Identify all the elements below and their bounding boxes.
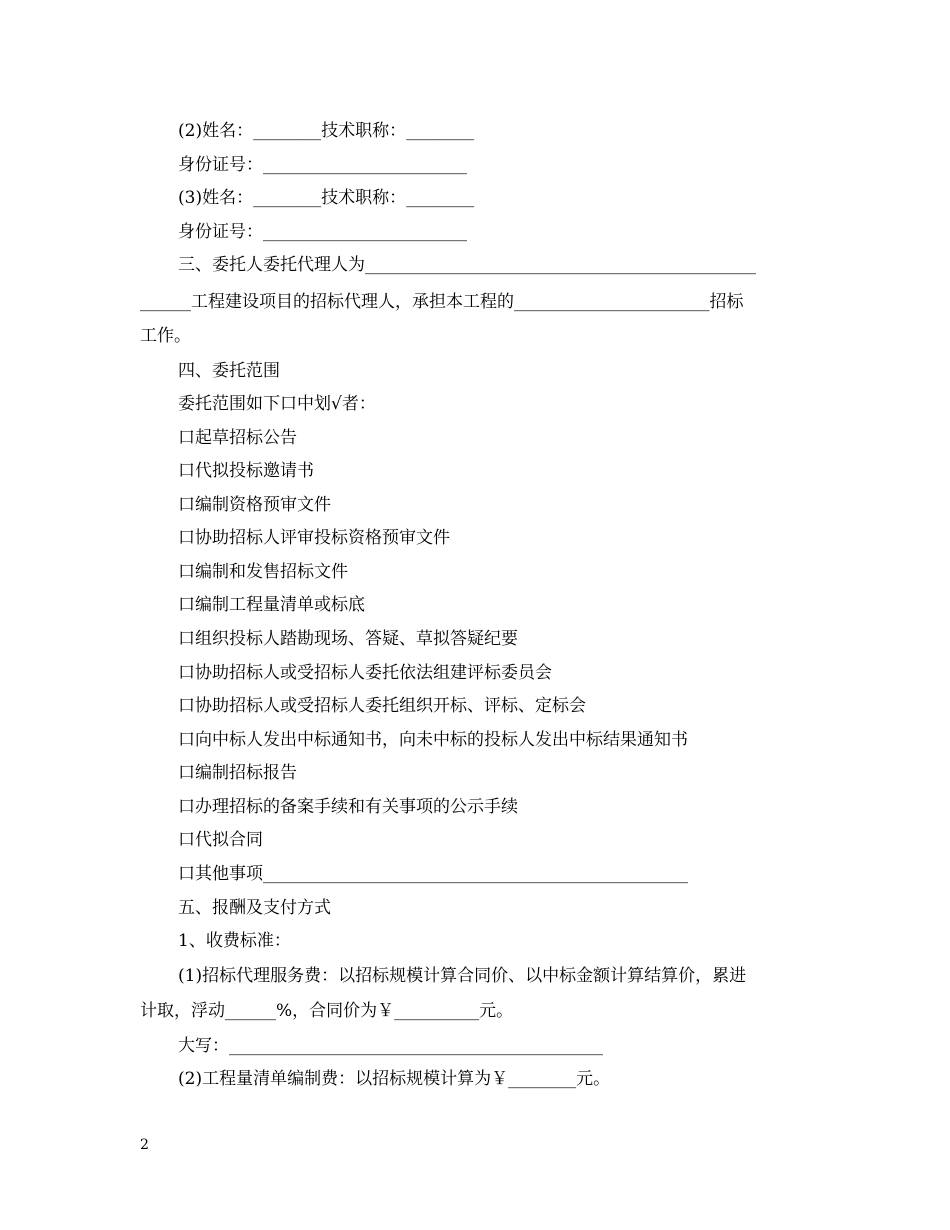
text-line: 身份证号：________________________ <box>178 222 467 242</box>
checklist-item: 口其他事项__________________________________________________ <box>178 864 688 884</box>
checklist-item: 口编制和发售招标文件 <box>178 562 348 582</box>
checklist-item: 口代拟投标邀请书 <box>178 461 314 481</box>
checklist-item: 口编制招标报告 <box>178 763 297 783</box>
page-number: 2 <box>140 1137 149 1153</box>
checklist-item: 口协助招标人或受招标人委托组织开标、评标、定标会 <box>178 696 586 716</box>
text-line: (2)姓名：________技术职称：________ <box>178 121 475 141</box>
checklist-item: 口办理招标的备案手续和有关事项的公示手续 <box>178 797 518 817</box>
text-line: 大写：____________________________________________ <box>178 1036 603 1056</box>
text-line: 委托范围如下口中划√者： <box>178 394 376 414</box>
checklist-item: 口编制工程量清单或标底 <box>178 595 365 615</box>
text-line: (3)姓名：________技术职称：________ <box>178 188 475 208</box>
checklist-item: 口向中标人发出中标通知书，向未中标的投标人发出中标结果通知书 <box>178 730 688 750</box>
checklist-item: 口编制资格预审文件 <box>178 495 331 515</box>
text-line: 1、收费标准： <box>178 931 291 951</box>
section-heading: 五、报酬及支付方式 <box>178 898 331 918</box>
section-heading: 四、委托范围 <box>178 361 280 381</box>
checklist-item: 口协助招标人评审投标资格预审文件 <box>178 528 450 548</box>
text-line: 工作。 <box>140 326 191 346</box>
checklist-item: 口起草招标公告 <box>178 428 297 448</box>
text-line: (2)工程量清单编制费：以招标规模计算为￥________元。 <box>178 1069 611 1089</box>
text-line: 身份证号：________________________ <box>178 155 467 175</box>
text-line: ______工程建设项目的招标代理人，承担本工程的_______________________招标 <box>140 292 744 312</box>
text-line: 计取，浮动______%，合同价为￥__________元。 <box>140 1001 514 1021</box>
text-line: (1)招标代理服务费：以招标规模计算合同价、以中标金额计算结算价，累进 <box>178 966 747 986</box>
checklist-item: 口组织投标人踏勘现场、答疑、草拟答疑纪要 <box>178 629 518 649</box>
checklist-item: 口代拟合同 <box>178 830 263 850</box>
checklist-item: 口协助招标人或受招标人委托依法组建评标委员会 <box>178 663 552 683</box>
text-line: 三、委托人委托代理人为______________________________________________ <box>178 255 756 275</box>
